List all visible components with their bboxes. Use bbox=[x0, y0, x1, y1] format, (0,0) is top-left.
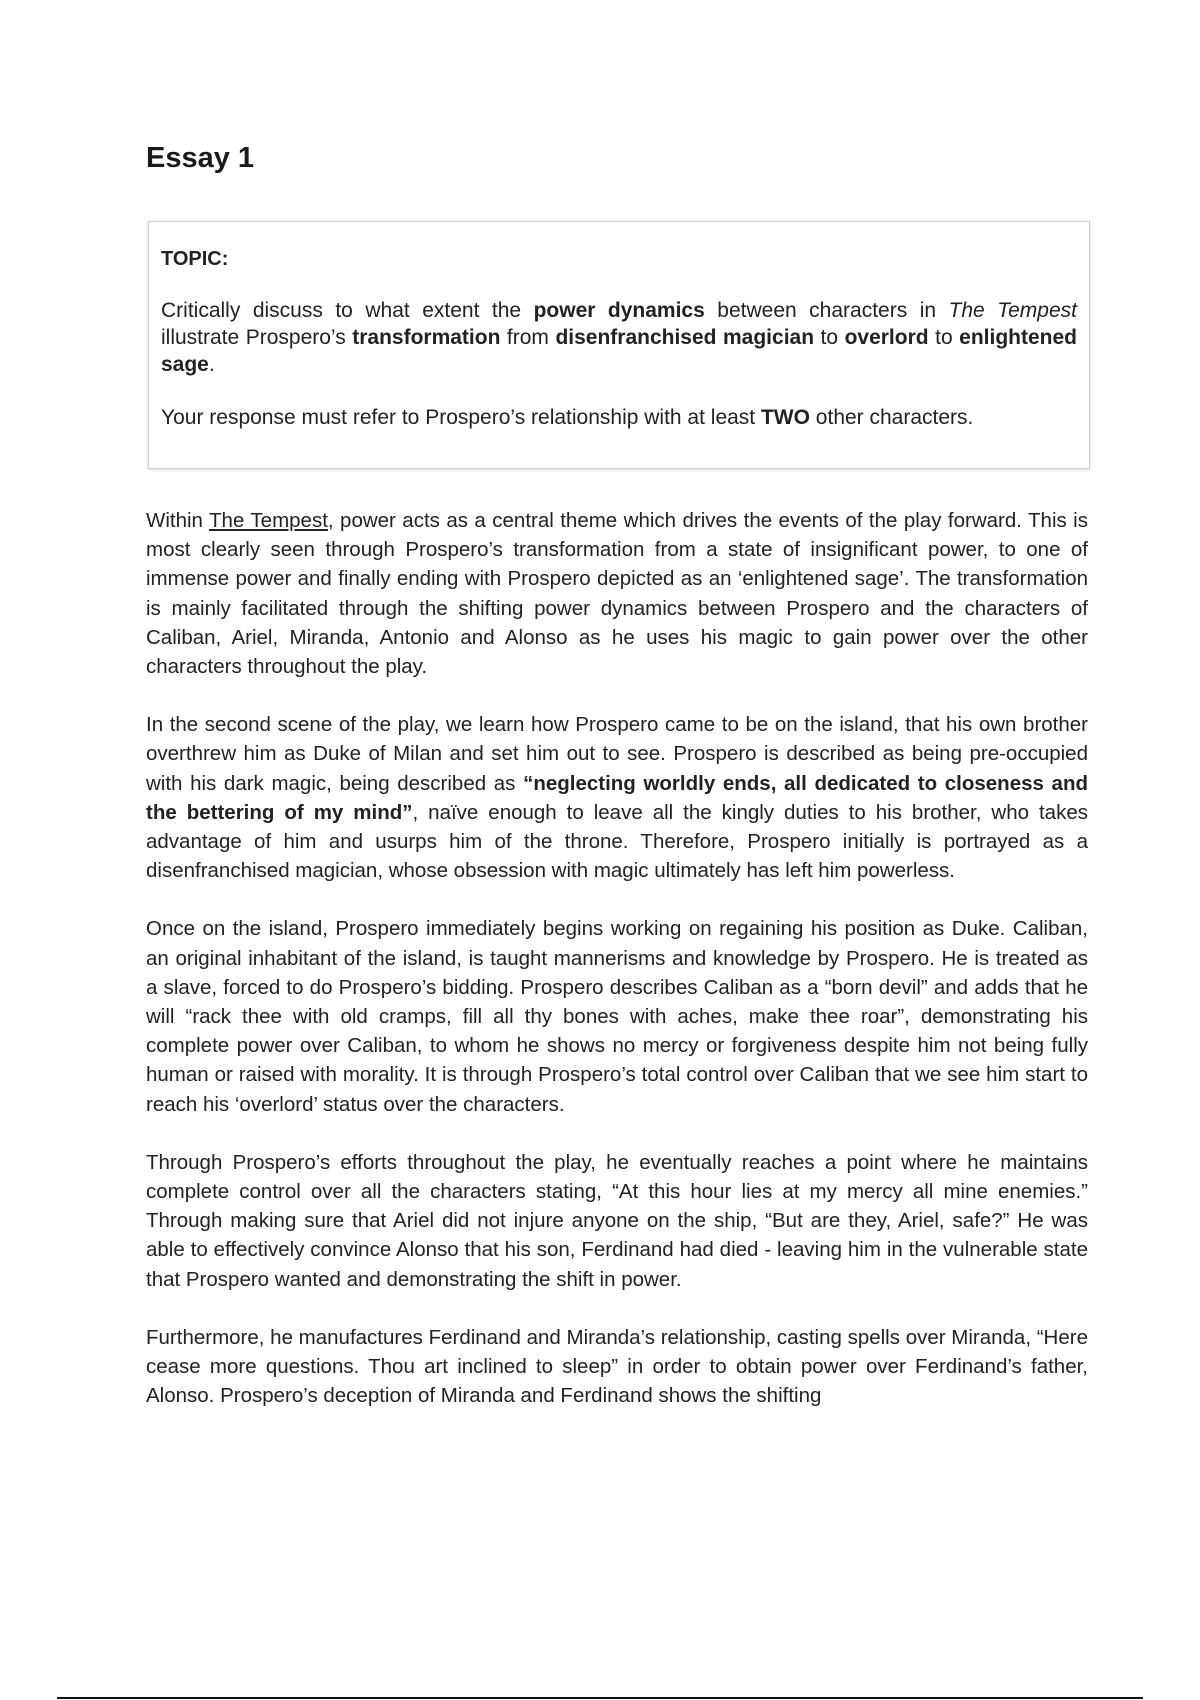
topic-q4: from bbox=[500, 326, 556, 349]
topic-q7: . bbox=[208, 353, 215, 376]
p1-title: The Tempest bbox=[209, 509, 328, 532]
topic-requirement bbox=[161, 404, 1077, 431]
topic-q3: illustrate Prospero’s bbox=[161, 326, 353, 349]
p2-quote: “neglecting worldly ends, all dedicated to closeness and the bettering of my mind” bbox=[146, 771, 1088, 824]
p1-pre: Within bbox=[146, 509, 210, 532]
paragraph-3: Once on the island, Prospero immediately begins working on regaining his position as Duke. Caliban, an original inhabitant of the island, is taught mannerisms and knowledge by Prospero. He is treated as a slave, forced to do Prospero’s bidding. Prospero describes Caliban as a “born devil” and adds that he will “rack thee with old cramps, fill all thy bones with aches, make thee roar”, demonstrating his complete power over Caliban, to whom he shows no mercy or forgiveness despite him not being fully human or raised with morality. It is through Prospero’s total control over Caliban that we see him start to reach his ‘overlord’ status over the characters. bbox=[146, 917, 1088, 1116]
topic-question bbox=[161, 297, 1077, 378]
topic-req1: Your response must refer to Prospero’s relationship with at least bbox=[161, 406, 761, 429]
p2-pre: In the second scene of the play, we learn how Prospero came to be on the island, that his own brother overthrew him as Duke of Milan and set him out to see. Prospero is described as being pre-occupied with his dark magic, being described as bbox=[146, 713, 1088, 795]
topic-q1: Critically discuss to what extent the bbox=[161, 299, 534, 322]
topic-q-power: power dynamics bbox=[533, 299, 705, 322]
topic-label: TOPIC: bbox=[161, 248, 229, 270]
topic-q6: to bbox=[928, 326, 960, 349]
footer-rule bbox=[57, 1697, 1143, 1699]
paragraph-2 bbox=[146, 710, 1088, 885]
topic-q2: between characters in bbox=[704, 299, 949, 322]
topic-q-transformation: transformation bbox=[352, 326, 501, 349]
topic-q-overlord: overlord bbox=[844, 326, 929, 349]
topic-q5: to bbox=[814, 326, 845, 349]
p2-post: , naïve enough to leave all the kingly duties to his brother, who takes advantage of him and usurps him of the throne. Therefore, Prospero initially is portrayed as a disenfranchised magician, whose obsession with magic ultimately has left him powerless. bbox=[146, 800, 1088, 883]
topic-box bbox=[148, 221, 1090, 469]
p1-post: , power acts as a central theme which drives the events of the play forward. This is most clearly seen through Prospero’s transformation from a state of insignificant power, to one of immense power and finally ending with Prospero depicted as an ‘enlightened sage’. The transformation is mainly facilitated through the shifting power dynamics between Prospero and the characters of Caliban, Ariel, Miranda, Antonio and Alonso as he uses his magic to gain power over the other characters throughout the play. bbox=[146, 509, 1088, 679]
paragraph-4: Through Prospero’s efforts throughout the play, he eventually reaches a point where he maintains complete control over all the characters stating, “At this hour lies at my mercy all mine enemies.” Through making sure that Ariel did not injure anyone on the ship, “But are they, Ariel, safe?” He was able to effectively convince Alonso that his son, Ferdinand had died - leaving him in the vulnerable state that Prospero wanted and demonstrating the shift in power. bbox=[146, 1150, 1088, 1291]
essay-heading: Essay 1 bbox=[146, 142, 255, 174]
essay-body bbox=[146, 506, 1088, 1439]
topic-q-play: The Tempest bbox=[948, 299, 1077, 322]
topic-req-two: TWO bbox=[760, 406, 810, 429]
topic-q-disenfranchised: disenfranchised magician bbox=[555, 326, 815, 349]
paragraph-5: Furthermore, he manufactures Ferdinand and Miranda’s relationship, casting spells over Miranda, “Here cease more questions. Thou art inclined to sleep” in order to obtain power over Ferdinand’s father, Alonso. Prospero’s deception of Miranda and Ferdinand shows the shifting bbox=[146, 1325, 1088, 1408]
topic-q-sage: enlightened sage bbox=[161, 326, 1077, 376]
topic-req2: other characters. bbox=[809, 406, 974, 429]
paragraph-1 bbox=[146, 506, 1088, 681]
